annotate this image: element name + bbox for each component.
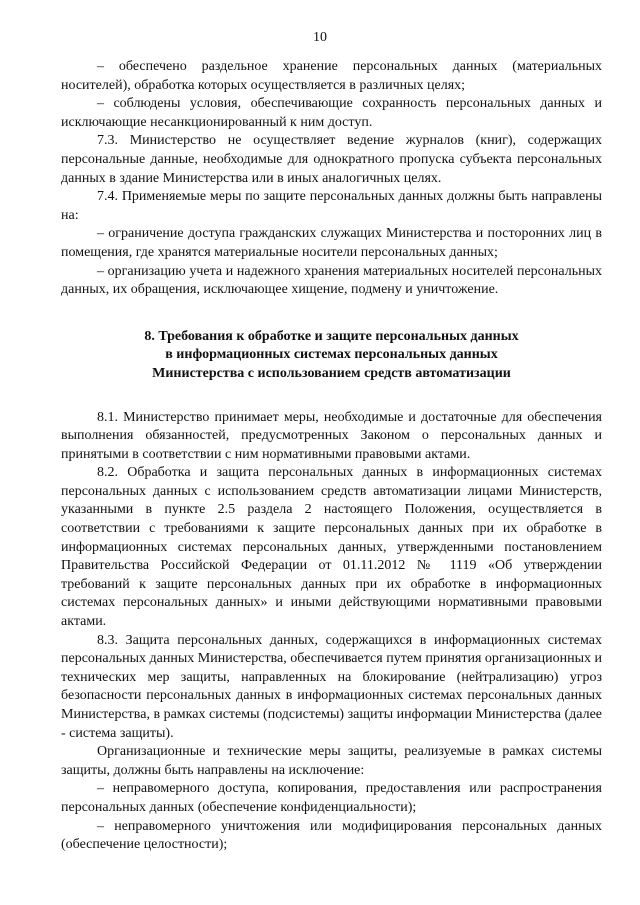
section-heading-line: в информационных системах персональных данных: [165, 347, 498, 363]
paragraph-bullet-safety-conditions: – соблюдены условия, обеспечивающие сохранность персональных данных и исключающие несанкционированный к ним доступ.: [61, 96, 602, 130]
section-heading-line: 8. Требования к обработке и защите персональных данных: [144, 328, 519, 344]
paragraph-bullet-confidentiality: – неправомерного доступа, копирования, предоставления или распространения персональных данных (обеспечение конфиденциальности);: [61, 781, 602, 815]
paragraph-bullet-access-restriction: – ограничение доступа гражданских служащих Министерства и посторонних лиц в помещения, где хранятся материальные носители персональных данных;: [61, 226, 602, 260]
section-heading-line: Министерства с использованием средств автоматизации: [152, 365, 511, 381]
paragraph-bullet-integrity: – неправомерного уничтожения или модифицирования персональных данных (обеспечение целостности);: [61, 818, 602, 853]
paragraph-bullet-separate-storage: – обеспечено раздельное хранение персональных данных (материальных носителей), обработка которых осуществляется в различных целях;: [61, 59, 602, 93]
paragraph-bullet-accounting-storage: – организацию учета и надежного хранения материальных носителей персональных данных, их обращения, исключающее хищение, подмену и уничтожение.: [61, 263, 602, 298]
paragraph-8-1: 8.1. Министерство принимает меры, необходимые и достаточные для обеспечения выполнения обязанностей, предусмотренных Законом о персональных данных и принятыми в соответствии с ним нормативными правовыми актами.: [61, 409, 602, 462]
paragraph-7-4: 7.4. Применяемые меры по защите персональных данных должны быть направлены на:: [61, 189, 602, 223]
page-content: [61, 58, 602, 855]
paragraph-7-3: 7.3. Министерство не осуществляет ведение журналов (книг), содержащих персональные данные, необходимые для однократного пропуска субъекта персональных данных в здание Министерства или в иных аналогичных целях.: [61, 133, 602, 186]
paragraph-8-2: 8.2. Обработка и защита персональных данных в информационных системах персональных данных с использованием средств автоматизации лицами Министерств, указанными в пункте 2.5 раздела 2 настоящего Положения, осуществляется в соответствии с требованиями к защите персональных данных при их обработке в информационных системах персональных данных, утвержденными постановлением Правительства Российской Федерации от 01.11.2012 № 1119 «Об утверждении требований к защите персональных данных при их обработке в информационных системах персональных данных» и иными действующими нормативными правовыми актами.: [61, 465, 602, 630]
paragraph-measures-intro: Организационные и технические меры защиты, реализуемые в рамках системы защиты, должны быть направлены на исключение:: [61, 744, 602, 778]
section-heading: [61, 328, 602, 384]
paragraph-8-3: 8.3. Защита персональных данных, содержащихся в информационных системах персональных данных Министерства, обеспечивается путем принятия организационных и технических мер защиты, направленных на блокирование (нейтрализацию) угроз безопасности персональных данных в информационных системах персональных данных Министерства, в рамках системы (подсистемы) защиты информации Министерства (далее - система защиты).: [61, 632, 602, 741]
page-number: 10: [313, 30, 327, 45]
